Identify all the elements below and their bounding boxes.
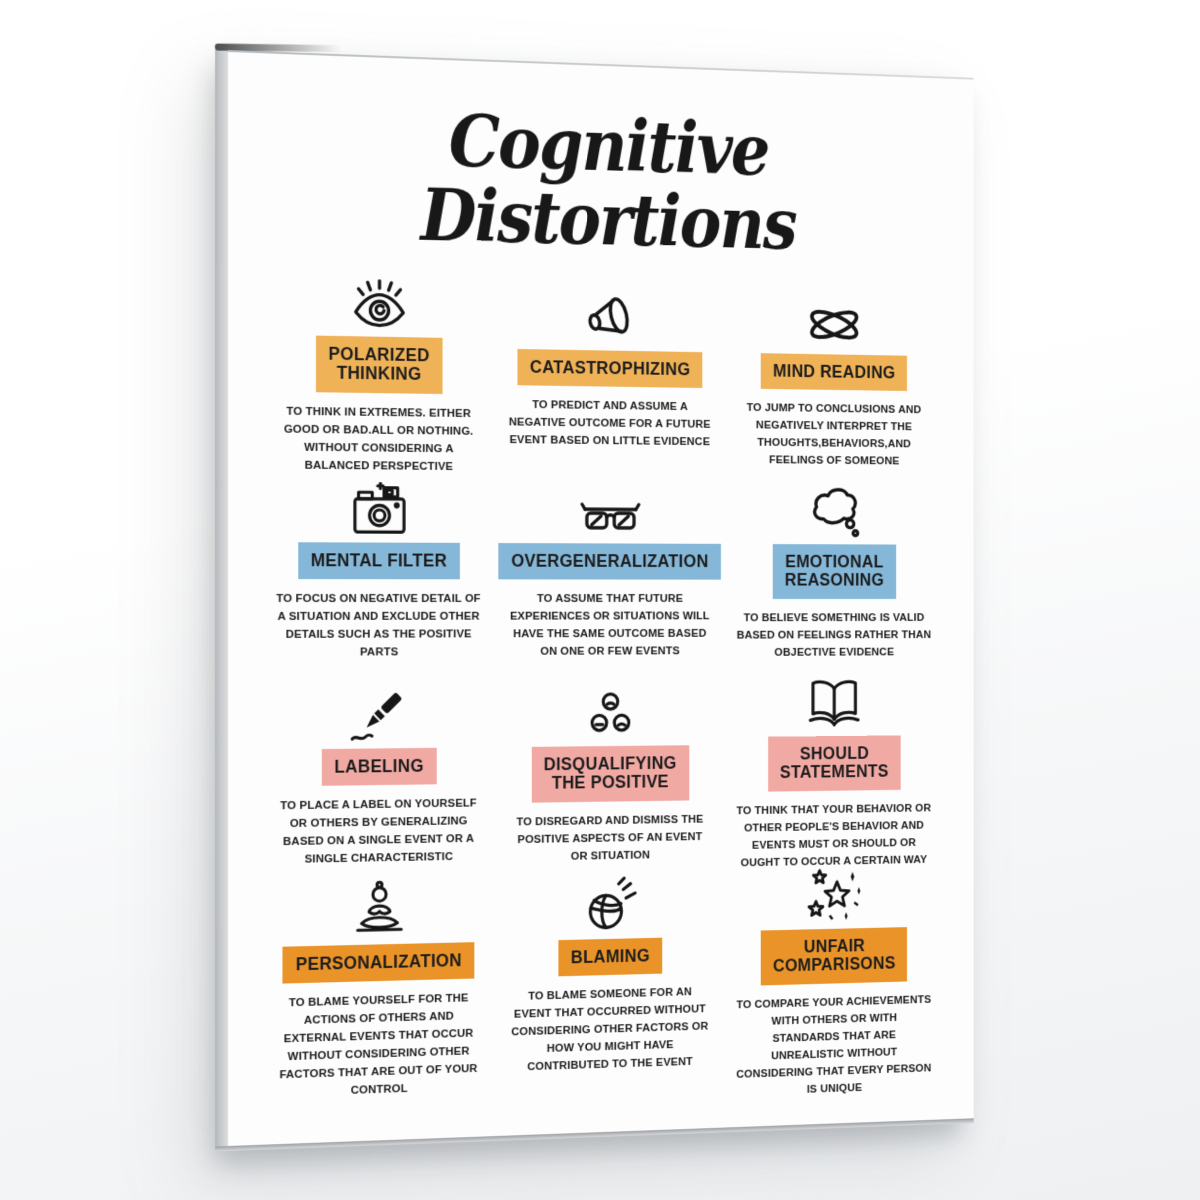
card-description: TO DISREGARD AND DISMISS THE POSITIVE ASPECTS OF AN EVENT OR SITUATION (516, 812, 704, 863)
card-description: TO JUMP TO CONCLUSIONS AND NEGATIVELY INTERPRET THE THOUGHTS,BEHAVIORS,AND FEELINGS OF SOMEONE (746, 401, 922, 468)
card-description: TO THINK THAT YOUR BEHAVIOR OR OTHER PEOPLE'S BEHAVIOR AND EVENTS MUST OR SHOULD OR OUGHT TO OCCUR A CERTAIN WAY (736, 801, 932, 870)
card-label: MIND READING (761, 353, 907, 391)
card-description: TO THINK IN EXTREMES. EITHER GOOD OR BAD.ALL OR NOTHING. WITHOUT CONSIDERING A BALANCED PERSPECTIVE (283, 404, 474, 473)
faces-icon (583, 676, 638, 741)
card-description: TO BLAME SOMEONE FOR AN EVENT THAT OCCURRED WITHOUT CONSIDERING OTHER FACTORS OR HOW YOU MIGHT HAVE CONTRIBUTED TO THE EVENT (511, 985, 709, 1074)
glasses-icon (580, 474, 640, 539)
card-description: TO COMPARE YOUR ACHIEVEMENTS WITH OTHERS OR WITH STANDARDS THAT ARE UNREALISTIC WITHOUT CONSIDERING THAT EVERY PERSON IS UNIQUE (736, 993, 932, 1096)
card-label: PERSONALIZATION (283, 942, 474, 984)
card-label: POLARIZED THINKING (316, 335, 442, 394)
poster-title: Cognitive Distortions (420, 98, 796, 266)
card-overgeneralization (499, 473, 721, 677)
card-description: TO FOCUS ON NEGATIVE DETAIL OF A SITUATION AND EXCLUDE OTHER DETAILS SUCH AS THE POSITIVE PARTS (276, 592, 481, 659)
card-catastrophizing (499, 279, 721, 475)
card-description: TO BLAME YOURSELF FOR THE ACTIONS OF OTHERS AND EXTERNAL EVENTS THAT OCCUR WITHOUT CONSIDERING OTHER FACTORS THAT ARE OUT OF YOUR CONTROL (279, 991, 478, 1097)
card-label: OVERGENERALIZATION (499, 543, 721, 580)
card-description: TO BELIEVE SOMETHING IS VALID BASED ON FEELINGS RATHER THAN OBJECTIVE EVIDENCE (736, 611, 932, 659)
canvas-left-edge (215, 50, 228, 1149)
open-book-icon (806, 675, 863, 731)
card-mental-filter (266, 471, 491, 678)
card-label: BLAMING (559, 937, 663, 976)
card-description: TO ASSUME THAT FUTURE EXPERIENCES OR SITUATIONS WILL HAVE THE SAME OUTCOME BASED ON ONE OR FEW EVENTS (509, 592, 710, 658)
card-label: UNFAIR COMPARISONS (761, 927, 907, 986)
crossed-rings-icon (805, 285, 863, 349)
card-labeling (266, 677, 491, 876)
meditation-icon (349, 873, 409, 940)
poster-content (228, 50, 974, 1146)
card-label: EMOTIONAL REASONING (773, 544, 896, 599)
volleyball-icon (581, 869, 639, 935)
card-emotional-reasoning (728, 475, 939, 676)
thought-bubble-icon (806, 476, 863, 540)
card-unfair-comparisons (728, 863, 939, 1101)
stars-icon (804, 865, 864, 925)
card-label: DISQUALIFYING THE POSITIVE (531, 745, 689, 803)
card-description: TO PLACE A LABEL ON YOURSELF OR OTHERS BY GENERALIZING BASED ON A SINGLE EVENT OR A SINGLE CHARACTERISTIC (280, 796, 477, 866)
card-should-statements (728, 675, 939, 870)
card-personalization (266, 872, 491, 1118)
card-label: CATASTROPHIZING (517, 349, 702, 389)
card-blaming (499, 867, 721, 1109)
poster-canvas (228, 50, 974, 1146)
pen-icon (349, 678, 409, 744)
card-polarized-thinking (266, 274, 491, 473)
card-description: TO PREDICT AND ASSUME A NEGATIVE OUTCOME FOR A FUTURE EVENT BASED ON LITTLE EVIDENCE (508, 398, 711, 449)
megaphone-icon (582, 281, 639, 346)
eye-icon (350, 275, 408, 332)
card-disqualifying-the-positive (499, 676, 721, 872)
camera-icon (350, 472, 408, 538)
card-label: MENTAL FILTER (298, 542, 460, 580)
distortion-grid (266, 274, 940, 1118)
card-label: LABELING (322, 748, 437, 787)
card-label: SHOULD STATEMENTS (768, 735, 901, 791)
card-mind-reading (728, 284, 939, 477)
